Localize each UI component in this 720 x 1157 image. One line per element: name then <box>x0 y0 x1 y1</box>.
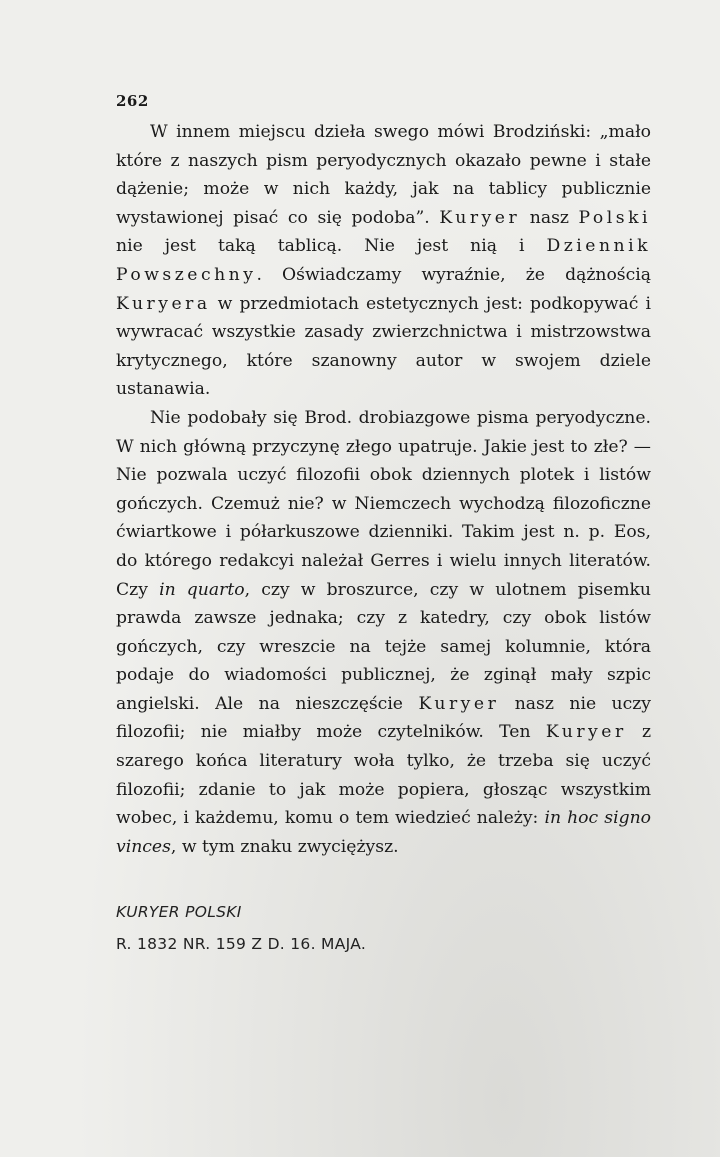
paragraph2-segment: z szarego końca literatury woła tylko, że trzeba się uczyć filozofii; zdanie to jak może popiera, głosząc wszystkim wobec, i każdemu, komu o tem wiedzieć należy: <box>116 722 651 829</box>
paragraph1-segment: Dziennik Powszechny <box>116 236 651 285</box>
paragraph1-segment: w przedmiotach estetycznych jest: podkopywać i wywracać wszystkie zasady zwierzchnictwa i mistrzowstwa krytycznego, które szanowny autor w swojem dziele ustanawia. <box>116 293 651 400</box>
paragraph2-segment: in quarto <box>159 579 245 600</box>
paragraph2-segment: in hoc signo vinces <box>116 808 651 857</box>
paragraph2-segment: nasz nie uczy filozofii; nie miałby może czytelników. Ten <box>116 693 652 743</box>
signature-name: KURYER POLSKI <box>116 903 242 921</box>
paragraph-1 <box>116 118 651 404</box>
paragraph-2 <box>116 404 651 862</box>
page-number: 262 <box>116 92 149 110</box>
paragraph2-segment: , czy w broszurce, czy w ulotnem pisemku prawda zawsze jednaka; czy z katedry, czy obok listów gończych, czy wreszcie na tejże samej kolumnie, która podaje do wiadomości publicznej, że zginął mały szpic angielski. Ale na nieszczęście <box>116 579 651 714</box>
paragraph1-segment: Polski <box>578 207 651 228</box>
paragraph1-segment: . Oświadczamy wyraźnie, że dążnością <box>256 264 651 285</box>
paragraph1-segment: nie jest taką tablicą. Nie jest nią i <box>116 236 547 257</box>
paragraph1-segment: Kuryera <box>116 293 211 314</box>
paragraph1-segment: nasz <box>520 207 579 228</box>
source-signature <box>116 896 366 960</box>
paragraph2-segment: Kuryer <box>545 722 627 743</box>
paragraph2-segment: Kuryer <box>418 693 500 714</box>
paragraph2-segment: , w tym znaku zwyciężysz. <box>170 836 399 857</box>
paragraph1-segment: Kuryer <box>439 207 521 228</box>
paragraph1-segment: W innem miejscu dzieła swego mówi Brodziński: „mało które z naszych pism peryodycznych okazało pewne i stałe dążenie; może w nich każdy, jak na tablicy publicznie wystawionej pisać co się podoba”. <box>116 122 651 228</box>
signature-date: R. 1832 NR. 159 Z D. 16. MAJA. <box>116 935 367 953</box>
body-text <box>116 118 651 861</box>
paragraph2-segment: Nie podobały się Brod. drobiazgowe pisma peryodyczne. W nich główną przyczynę złego upatruje. Jakie jest to złe? — Nie pozwala uczyć filozofii obok dziennych plotek i listów gończych. Czemuż nie? w Niemczech wychodzą filozoficzne ćwiartkowe i półarkuszowe dzienniki. Takim jest n. p. Eos, do którego redakcyi należał Gerres i wielu innych literatów. Czy <box>116 407 651 600</box>
